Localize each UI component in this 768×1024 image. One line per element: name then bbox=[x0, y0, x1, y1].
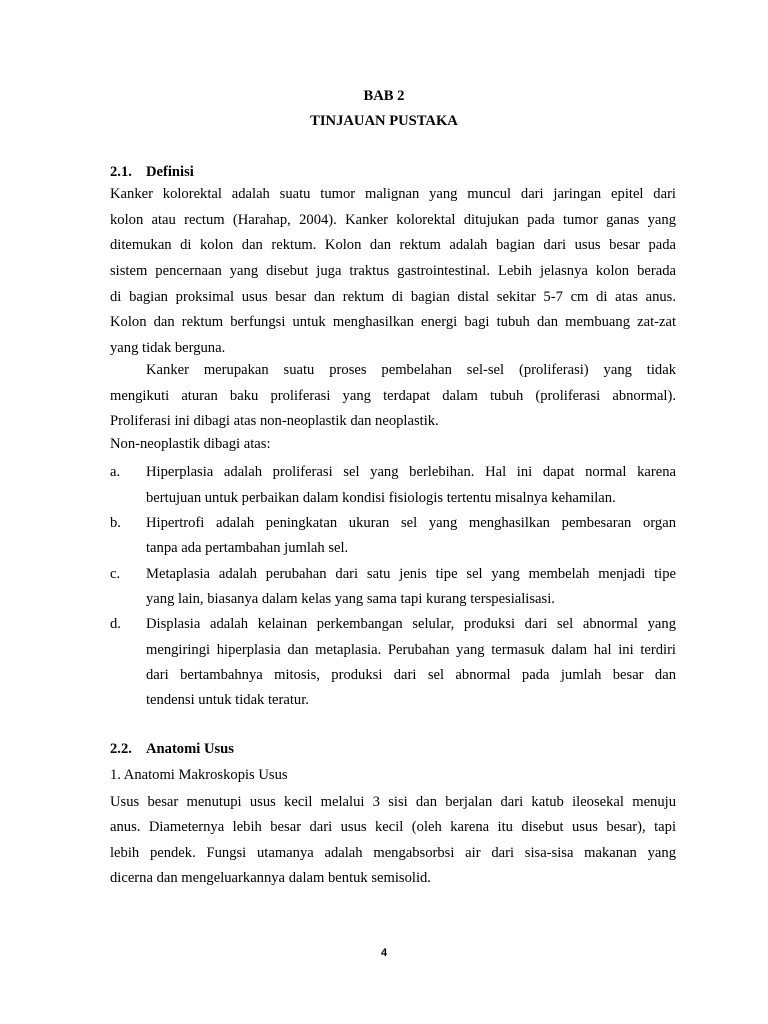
list-item-line-last: tendensi untuk tidak teratur. bbox=[146, 692, 309, 708]
list-item-line: mengiringi hiperplasia dan metaplasia. Perubahan yang termasuk dalam hal ini terdiri bbox=[146, 642, 676, 658]
section-number: 2.1. bbox=[110, 164, 132, 180]
list-item-line: Metaplasia adalah perubahan dari satu jenis tipe sel yang membelah menjadi tipe bbox=[146, 566, 676, 582]
list-item-line: Displasia adalah kelainan perkembangan selular, produksi dari sel abnormal yang bbox=[146, 616, 676, 632]
paragraph-line: mengikuti aturan baku proliferasi yang terdapat dalam tubuh (proliferasi abnormal). bbox=[110, 388, 676, 404]
list-item-line: dari bertambahnya mitosis, produksi dari sel abnormal pada jumlah besar dan bbox=[146, 667, 676, 683]
page-number: 4 bbox=[380, 947, 388, 959]
paragraph-line: kolon atau rectum (Harahap, 2004). Kanker kolorektal ditujukan pada tumor ganas yang bbox=[110, 212, 676, 228]
paragraph-line: Kolon dan rektum berfungsi untuk menghasilkan energi bagi tubuh dan membuang zat-zat bbox=[110, 314, 676, 330]
subsection-heading: 1. Anatomi Makroskopis Usus bbox=[110, 767, 288, 783]
chapter-title: TINJAUAN PUSTAKA bbox=[310, 113, 458, 129]
list-item-line: Hiperplasia adalah proliferasi sel yang berlebihan. Hal ini dapat normal karena bbox=[146, 464, 676, 480]
paragraph-line: ditemukan di kolon dan rektum. Kolon dan rektum adalah bagian dari usus besar pada bbox=[110, 237, 676, 253]
paragraph-line: Kanker merupakan suatu proses pembelahan sel-sel (proliferasi) yang tidak bbox=[146, 362, 676, 378]
paragraph-line-last: Proliferasi ini dibagi atas non-neoplastik dan neoplastik. bbox=[110, 413, 439, 429]
paragraph-line-last: dicerna dan mengeluarkannya dalam bentuk semisolid. bbox=[110, 870, 431, 886]
list-marker: d. bbox=[110, 616, 121, 632]
paragraph-line-last: yang tidak berguna. bbox=[110, 340, 226, 356]
paragraph-line: Kanker kolorektal adalah suatu tumor malignan yang muncul dari jaringan epitel dari bbox=[110, 186, 676, 202]
list-item-line-last: bertujuan untuk perbaikan dalam kondisi fisiologis tertentu misalnya kehamilan. bbox=[146, 490, 616, 506]
list-marker: b. bbox=[110, 515, 121, 531]
list-marker: c. bbox=[110, 566, 121, 582]
list-item-line-last: yang lain, biasanya dalam kelas yang sama tapi kurang terspesialisasi. bbox=[146, 591, 555, 607]
paragraph-line: anus. Diameternya lebih besar dari usus kecil (oleh karena itu disebut usus besar), tapi bbox=[110, 819, 676, 835]
paragraph-line: lebih pendek. Fungsi utamanya adalah mengabsorbsi air dari sisa-sisa makanan yang bbox=[110, 845, 676, 861]
list-intro: Non-neoplastik dibagi atas: bbox=[110, 436, 271, 452]
chapter-number: BAB 2 bbox=[363, 88, 405, 104]
section-title: Definisi bbox=[146, 164, 194, 180]
paragraph-line: Usus besar menutupi usus kecil melalui 3 sisi dan berjalan dari katub ileosekal menuju bbox=[110, 794, 676, 810]
list-marker: a. bbox=[110, 464, 121, 480]
list-item-line: Hipertrofi adalah peningkatan ukuran sel yang menghasilkan pembesaran organ bbox=[146, 515, 676, 531]
section-number: 2.2. bbox=[110, 741, 132, 757]
paragraph-line: sistem pencernaan yang disebut juga traktus gastrointestinal. Lebih jelasnya kolon berada bbox=[110, 263, 676, 279]
list-item-line-last: tanpa ada pertambahan jumlah sel. bbox=[146, 540, 349, 556]
paragraph-line: di bagian proksimal usus besar dan rektum di bagian distal sekitar 5-7 cm di atas anus. bbox=[110, 289, 676, 305]
section-title: Anatomi Usus bbox=[146, 741, 234, 757]
